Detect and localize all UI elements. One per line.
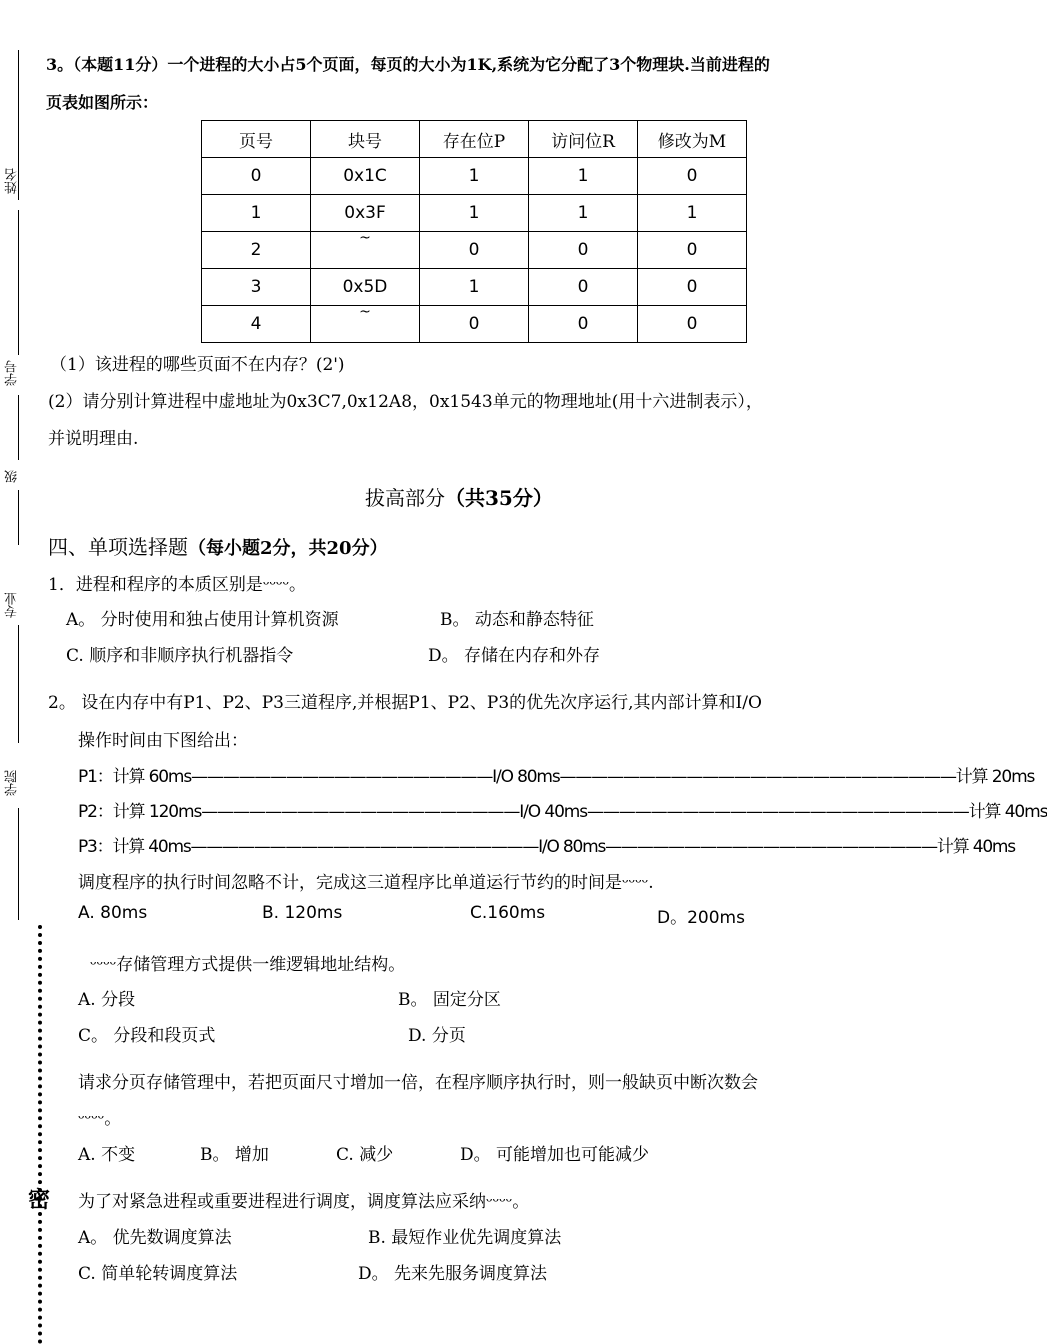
page-table-header — [202, 121, 747, 158]
table-cell: 1 — [529, 158, 638, 195]
seal-mark: 密 — [28, 1187, 51, 1213]
header-present-bit: 存在位P — [420, 121, 529, 158]
table-cell: 4 — [202, 306, 311, 343]
q3-choice-option-b: B。 固定分区 — [398, 990, 501, 1010]
q5-option-a: A。 优先数调度算法 — [78, 1228, 232, 1248]
binding-line-6 — [18, 808, 19, 920]
side-label-major: 专业 — [5, 592, 20, 618]
table-cell: 3 — [202, 269, 311, 306]
side-label-name: 姓名 — [5, 168, 20, 194]
q3-sub2-line2: 并说明理由. — [48, 429, 139, 449]
table-cell — [311, 232, 420, 269]
q3-choice-option-c: C。 分段和段页式 — [78, 1026, 216, 1046]
table-row — [202, 158, 747, 195]
header-block-no: 块号 — [311, 121, 420, 158]
part4-title — [48, 531, 388, 560]
q4-option-a: A. 不变 — [78, 1145, 136, 1165]
q3-sub2-line1: (2）请分别计算进程中虚地址为0x3C7,0x12A8，0x1543单元的物理地址(用十六进制表示）， — [48, 392, 763, 412]
q1-option-d: D。 存储在内存和外存 — [428, 646, 601, 666]
q3-choice-option-a: A. 分段 — [78, 990, 136, 1010]
side-label-student-id: 学号 — [5, 360, 20, 386]
header-modify-bit: 修改为M — [638, 121, 747, 158]
q5-option-b: B. 最短作业优先调度算法 — [368, 1228, 562, 1248]
q1-option-a: A。 分时使用和独占使用计算机资源 — [66, 610, 339, 630]
q3-choice-stem: ᵕᵕᵕᵕ存储管理方式提供一维逻辑地址结构。 — [90, 955, 406, 975]
table-cell: 1 — [202, 195, 311, 232]
part4-title-main: 四、单项选择题 — [48, 535, 188, 559]
page-table — [201, 120, 747, 343]
q2-option-d: D。200ms — [657, 908, 745, 928]
table-cell: 1 — [638, 195, 747, 232]
q1-option-b: B。 动态和静态特征 — [440, 610, 594, 630]
table-cell: 0 — [638, 158, 747, 195]
section-title-sub: （共35分） — [445, 486, 553, 510]
q3-sub1: （1）该进程的哪些页面不在内存？(2') — [50, 355, 345, 375]
table-row — [202, 195, 747, 232]
side-label-class: 级 — [5, 470, 20, 483]
q3-heading-line2: 页表如图所示： — [46, 93, 159, 112]
header-page-no: 页号 — [202, 121, 311, 158]
q4-option-b: B。 增加 — [200, 1145, 269, 1165]
table-cell: 1 — [420, 269, 529, 306]
section-title — [365, 482, 553, 511]
table-cell: 0 — [638, 232, 747, 269]
q2-p3-timeline: P3：计算 40ms——————————————————————I/O 80ms—————————————————————计算 40ms — [78, 837, 1015, 857]
tilde-mark: ~ — [359, 304, 371, 320]
q1-option-c: C. 顺序和非顺序执行机器指令 — [66, 646, 294, 666]
table-row — [202, 232, 747, 269]
q2-stem-line1: 2。 设在内存中有P1、P2、P3三道程序,并根据P1、P2、P3的优先次序运行,其内部计算和I/O — [48, 693, 762, 713]
q2-p1-timeline: P1：计算 60ms———————————————————I/O 80ms—————————————————————————计算 20ms — [78, 767, 1035, 787]
table-cell: 1 — [420, 195, 529, 232]
q4-option-c: C. 减少 — [336, 1145, 394, 1165]
tilde-mark: ~ — [359, 230, 371, 246]
table-cell: 0 — [638, 306, 747, 343]
q2-option-c: C.160ms — [470, 903, 546, 923]
q2-p2-timeline: P2：计算 120ms————————————————————I/O 40ms————————————————————————计算 40ms — [78, 802, 1047, 822]
q4-stem-line1: 请求分页存储管理中，若把页面尺寸增加一倍，在程序顺序执行时，则一般缺页中断次数会 — [78, 1073, 758, 1093]
table-cell — [311, 306, 420, 343]
q5-option-d: D。 先来先服务调度算法 — [358, 1264, 548, 1284]
side-label-college: 学院 — [5, 770, 20, 796]
table-cell: 0 — [529, 269, 638, 306]
table-cell: 0 — [420, 232, 529, 269]
table-cell: 1 — [420, 158, 529, 195]
q2-stem-line2: 操作时间由下图给出： — [78, 731, 248, 751]
q5-stem: 为了对紧急进程或重要进程进行调度，调度算法应采纳ᵕᵕᵕᵕ。 — [78, 1192, 530, 1212]
q2-option-a: A. 80ms — [78, 903, 148, 923]
table-cell: 1 — [529, 195, 638, 232]
q1-stem: 1．进程和程序的本质区别是ᵕᵕᵕᵕ。 — [48, 575, 307, 595]
table-cell: 0x5D — [311, 269, 420, 306]
q2-stem-line3: 调度程序的执行时间忽略不计，完成这三道程序比单道运行节约的时间是ᵕᵕᵕᵕ. — [78, 873, 654, 893]
header-access-bit: 访问位R — [529, 121, 638, 158]
table-row — [202, 269, 747, 306]
table-cell: 0x1C — [311, 158, 420, 195]
q2-option-b: B. 120ms — [262, 903, 343, 923]
table-cell: 0 — [420, 306, 529, 343]
table-cell: 0x3F — [311, 195, 420, 232]
table-cell: 0 — [529, 232, 638, 269]
q3-choice-option-d: D. 分页 — [408, 1026, 466, 1046]
part4-title-sub: （每小题2分，共20分） — [188, 538, 388, 559]
table-cell: 0 — [638, 269, 747, 306]
q4-stem-line2: ᵕᵕᵕᵕ。 — [78, 1109, 122, 1129]
binding-line-4 — [18, 490, 19, 545]
table-row — [202, 306, 747, 343]
q5-option-c: C. 简单轮转调度算法 — [78, 1264, 238, 1284]
binding-line-2 — [18, 210, 19, 355]
seal-dotted-line — [38, 925, 42, 1344]
binding-line-3 — [18, 395, 19, 460]
binding-line-5 — [18, 625, 19, 743]
q3-heading-line1: 3。（本题11分）一个进程的大小占5个页面，每页的大小为1K,系统为它分配了3个物理块.当前进程的 — [46, 55, 770, 74]
table-cell: 0 — [529, 306, 638, 343]
table-cell: 2 — [202, 232, 311, 269]
q4-option-d: D。 可能增加也可能减少 — [460, 1145, 650, 1165]
table-cell: 0 — [202, 158, 311, 195]
section-title-main: 拔高部分 — [365, 486, 445, 510]
